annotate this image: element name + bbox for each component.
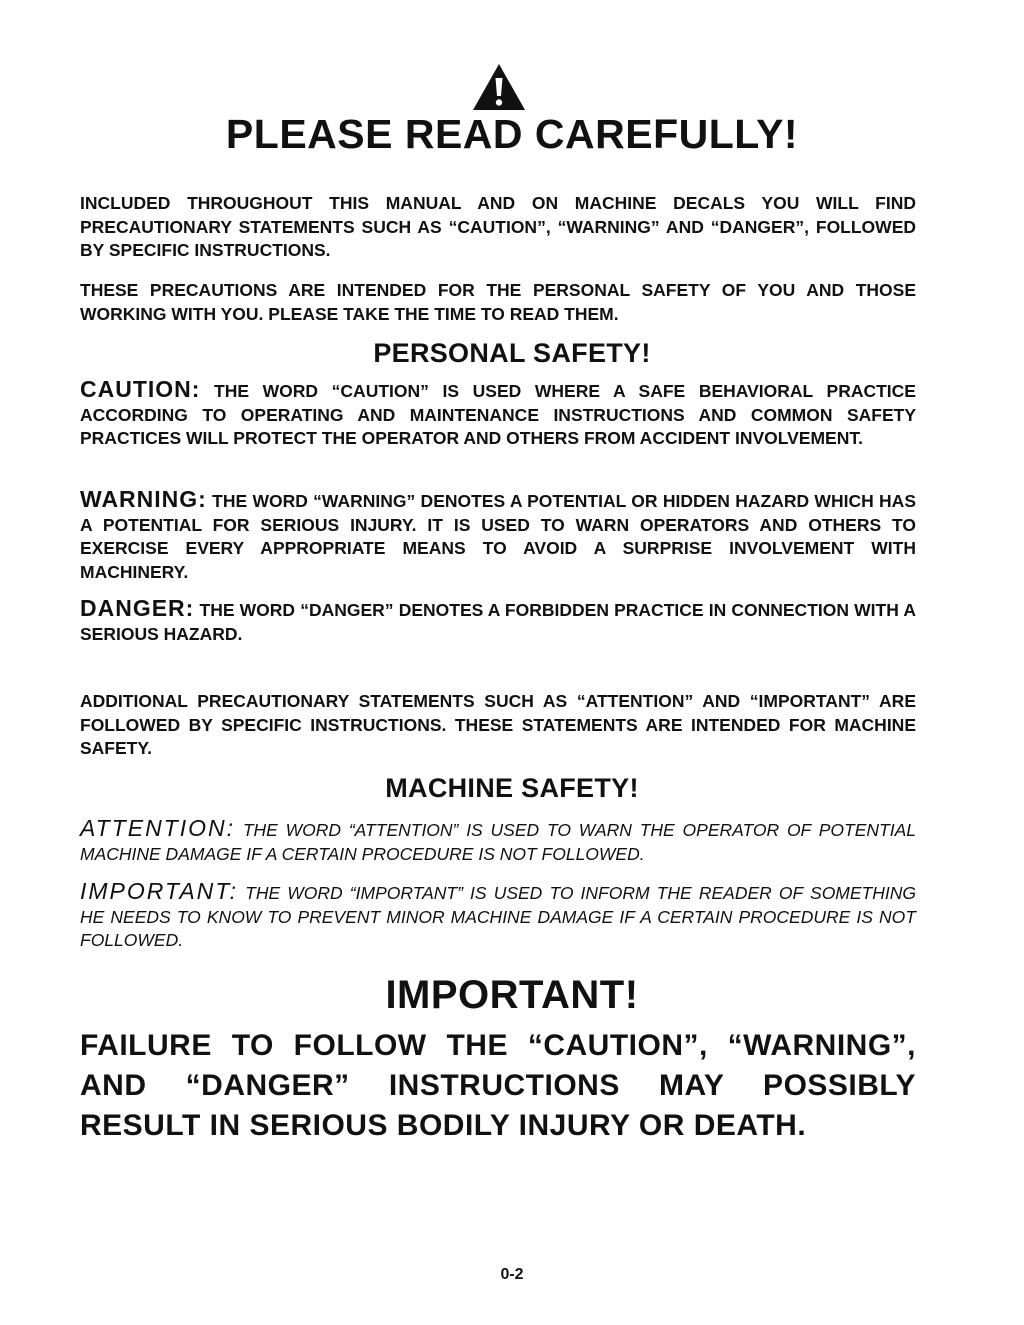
danger-definition: [80, 597, 916, 646]
attention-term: ATTENTION:: [80, 815, 236, 841]
warning-triangle-icon: [471, 62, 527, 112]
intro-paragraph-2: THESE PRECAUTIONS ARE INTENDED FOR THE PERSONAL SAFETY OF YOU AND THOSE WORKING WITH YOU. PLEASE TAKE THE TIME TO READ THEM.: [80, 280, 916, 324]
additional-statements-paragraph: ADDITIONAL PRECAUTIONARY STATEMENTS SUCH AS “ATTENTION” AND “IMPORTANT” ARE FOLLOWED BY SPECIFIC INSTRUCTIONS. THESE STATEMENTS ARE INTENDED FOR MACHINE SAFETY.: [80, 691, 916, 758]
warning-definition: [80, 488, 916, 584]
caution-text: THE WORD “CAUTION” IS USED WHERE A SAFE BEHAVIORAL PRACTICE ACCORDING TO OPERATING AND MAINTENANCE INSTRUCTIONS AND COMMON SAFETY PRACTICES WILL PROTECT THE OPERATOR AND OTHERS FROM ACCIDENT INVOLVEMENT.: [80, 381, 916, 448]
important-definition: [80, 880, 916, 953]
page-title: PLEASE READ CAREFULLY!: [225, 111, 799, 157]
machine-safety-heading: MACHINE SAFETY!: [385, 773, 639, 803]
danger-text: THE WORD “DANGER” DENOTES A FORBIDDEN PRACTICE IN CONNECTION WITH A SERIOUS HAZARD.: [80, 600, 916, 644]
attention-text: THE WORD “ATTENTION” IS USED TO WARN THE OPERATOR OF POTENTIAL MACHINE DAMAGE IF A CERTAIN PROCEDURE IS NOT FOLLOWED.: [80, 820, 916, 864]
caution-definition: [80, 378, 916, 451]
warning-term: WARNING:: [80, 486, 207, 512]
page-number: 0-2: [500, 1266, 524, 1283]
important-term: IMPORTANT:: [80, 878, 238, 904]
intro-paragraph-1: INCLUDED THROUGHOUT THIS MANUAL AND ON MACHINE DECALS YOU WILL FIND PRECAUTIONARY STATEMENTS SUCH AS “CAUTION”, “WARNING” AND “DANGER”, FOLLOWED BY SPECIFIC INSTRUCTIONS.: [80, 193, 916, 260]
personal-safety-heading: PERSONAL SAFETY!: [373, 338, 651, 368]
warning-text: THE WORD “WARNING” DENOTES A POTENTIAL OR HIDDEN HAZARD WHICH HAS A POTENTIAL FOR SERIOUS INJURY. IT IS USED TO WARN OPERATORS AND OTHERS TO EXERCISE EVERY APPROPRIATE MEANS TO AVOID A SURPRISE INVOLVEMENT WITH MACHINERY.: [80, 491, 916, 582]
caution-term: CAUTION:: [80, 376, 201, 402]
important-heading: IMPORTANT!: [385, 973, 639, 1017]
attention-definition: [80, 817, 916, 866]
danger-term: DANGER:: [80, 595, 195, 621]
important-notice-paragraph: FAILURE TO FOLLOW THE “CAUTION”, “WARNING”, AND “DANGER” INSTRUCTIONS MAY POSSIBLY RESULT IN SERIOUS BODILY INJURY OR DEATH.: [80, 1029, 916, 1142]
important-text: THE WORD “IMPORTANT” IS USED TO INFORM THE READER OF SOMETHING HE NEEDS TO KNOW TO PREVENT MINOR MACHINE DAMAGE IF A CERTAIN PROCEDURE IS NOT FOLLOWED.: [80, 883, 916, 950]
